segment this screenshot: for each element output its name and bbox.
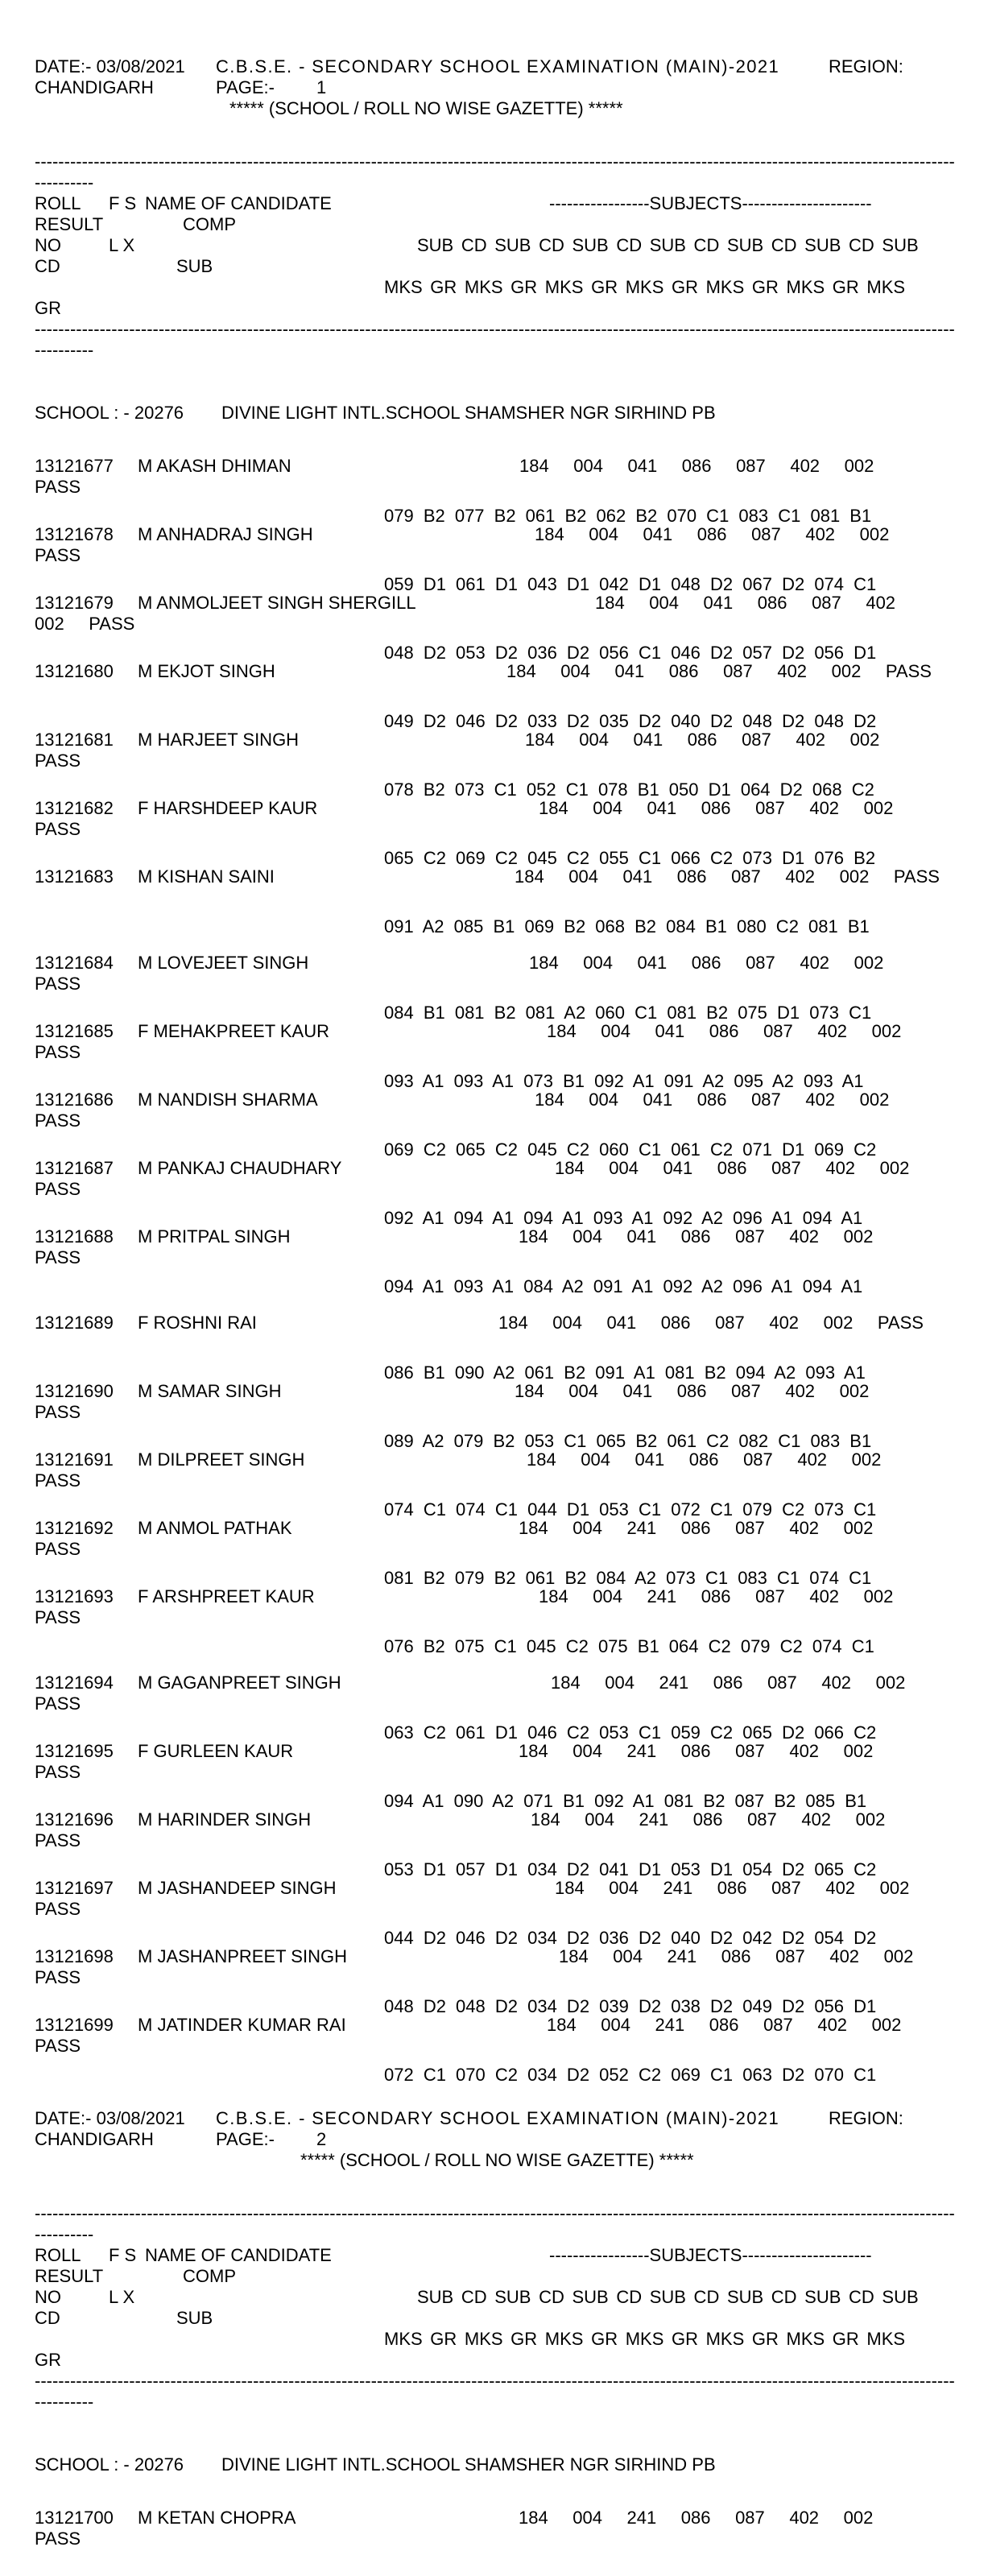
student-result: PASS bbox=[35, 1179, 81, 1199]
separator-tail-line bbox=[35, 172, 992, 193]
student-roll-number: 13121695 bbox=[35, 1741, 114, 1761]
student-roll-number: 13121687 bbox=[35, 1158, 114, 1178]
student-subject-codes: 184 004 041 086 087 402 002 PASS bbox=[506, 661, 932, 681]
school-code: SCHOOL : - 20276 bbox=[35, 2454, 184, 2475]
student-result: PASS bbox=[35, 1830, 81, 1850]
student-row bbox=[35, 1090, 992, 1158]
separator-tail: ---------- bbox=[35, 2224, 94, 2244]
student-row bbox=[35, 661, 992, 730]
student-roll-number: 13121696 bbox=[35, 1809, 114, 1830]
student-subject-codes: 184 004 241 086 087 402 002 bbox=[519, 1741, 874, 1761]
student-marks-grades: 069 C2 065 C2 045 C2 060 C1 061 C2 071 D1 069 C2 bbox=[384, 1139, 877, 1160]
col-cd-label: CD bbox=[35, 2308, 60, 2328]
student-sex-and-name: F ROSHNI RAI bbox=[138, 1313, 257, 1333]
student-roll-number: 13121679 bbox=[35, 593, 114, 613]
student-row bbox=[35, 1741, 992, 1809]
student-roll-number: 13121693 bbox=[35, 1586, 114, 1606]
col-subjects-label: -----------------SUBJECTS---------------------- bbox=[549, 193, 872, 213]
student-marks-grades: 059 D1 061 D1 043 D1 042 D1 048 D2 067 D2 074 C1 bbox=[384, 574, 877, 594]
student-marks-grades: 063 C2 061 D1 046 C2 053 C1 059 C2 065 D2 066 C2 bbox=[384, 1722, 877, 1743]
page-1 bbox=[35, 56, 992, 2083]
student-sex-and-name: M GAGANPREET SINGH bbox=[138, 1673, 341, 1693]
student-row bbox=[35, 1381, 992, 1449]
student-sex-and-name: M JATINDER KUMAR RAI bbox=[138, 2015, 346, 2035]
student-marks-grades: 086 B1 090 A2 061 B2 091 A1 081 B2 094 A2 093 A1 bbox=[384, 1362, 866, 1383]
student-roll-number: 13121681 bbox=[35, 730, 114, 750]
column-header-row-6 bbox=[35, 2350, 992, 2371]
student-row bbox=[35, 798, 992, 866]
student-roll-number: 13121692 bbox=[35, 1518, 114, 1538]
student-marks-grades: 053 D1 057 D1 034 D2 041 D1 053 D1 054 D2 065 C2 bbox=[384, 1859, 877, 1879]
student-sex-and-name: M EKJOT SINGH bbox=[138, 661, 275, 681]
student-result: PASS bbox=[35, 1967, 81, 1987]
student-subject-codes: 184 004 041 086 087 402 002 bbox=[525, 730, 880, 750]
region-page-line bbox=[35, 77, 992, 98]
col-subcd-labels: SUB CD SUB CD SUB CD SUB CD SUB CD SUB CD SUB bbox=[417, 2287, 919, 2307]
col-name-label: NAME OF CANDIDATE bbox=[145, 193, 332, 213]
student-marks-grades: 084 B1 081 B2 081 A2 060 C1 081 B2 075 D1 073 C1 bbox=[384, 1003, 872, 1023]
student-sex-and-name: M ANMOLJEET SINGH SHERGILL bbox=[138, 593, 416, 613]
student-row bbox=[35, 456, 992, 524]
student-sex-and-name: M ANMOL PATHAK bbox=[138, 1518, 292, 1538]
student-roll-number: 13121683 bbox=[35, 866, 114, 887]
student-result: PASS bbox=[35, 1042, 81, 1062]
school-code: SCHOOL : - 20276 bbox=[35, 403, 184, 423]
col-comp-label: COMP bbox=[183, 214, 236, 234]
student-sex-and-name: F ARSHPREET KAUR bbox=[138, 1586, 315, 1606]
column-header-row-5 bbox=[35, 2329, 992, 2350]
col-lx-label: L X bbox=[109, 235, 135, 255]
separator-dashes: ------------------------------------------------------------------------------------------------------------------------------------------------------------ bbox=[35, 2371, 955, 2391]
student-row bbox=[35, 953, 992, 1021]
student-row bbox=[35, 524, 992, 593]
student-result: PASS bbox=[35, 1247, 81, 1267]
col-sub-label: SUB bbox=[176, 2308, 213, 2328]
student-row bbox=[35, 2015, 992, 2083]
students-page-2 bbox=[35, 2508, 992, 2576]
separator-line bbox=[35, 319, 992, 340]
date-label: DATE:- 03/08/2021 bbox=[35, 56, 185, 76]
column-header-row-6 bbox=[35, 298, 992, 319]
page-number: 2 bbox=[316, 2129, 327, 2149]
student-roll-number: 13121700 bbox=[35, 2508, 114, 2528]
col-subcd-labels: SUB CD SUB CD SUB CD SUB CD SUB CD SUB CD SUB bbox=[417, 235, 919, 255]
student-row bbox=[35, 593, 992, 661]
student-result: PASS bbox=[35, 1110, 81, 1131]
col-result-label: RESULT bbox=[35, 2266, 104, 2286]
student-row bbox=[35, 1518, 992, 1586]
student-subject-codes: 184 004 041 086 087 402 002 bbox=[539, 798, 894, 818]
student-marks-grades: 081 B2 079 B2 061 B2 084 A2 073 C1 083 C1 074 C1 bbox=[384, 1568, 872, 1588]
student-roll-number: 13121699 bbox=[35, 2015, 114, 2035]
gazette-subtitle: ***** (SCHOOL / ROLL NO WISE GAZETTE) ***** bbox=[300, 2150, 694, 2170]
student-row bbox=[35, 1586, 992, 1655]
column-header-row-1 bbox=[35, 2245, 992, 2266]
student-roll-number: 13121694 bbox=[35, 1673, 114, 1693]
student-marks-grades: 076 B2 075 C1 045 C2 075 B1 064 C2 079 C2 074 C1 bbox=[384, 1636, 874, 1656]
student-sex-and-name: F HARSHDEEP KAUR bbox=[138, 798, 318, 818]
student-result: PASS bbox=[35, 1402, 81, 1422]
col-lx-label: L X bbox=[109, 2287, 135, 2307]
column-header-row-4 bbox=[35, 2308, 992, 2329]
student-sex-and-name: M PANKAJ CHAUDHARY bbox=[138, 1158, 342, 1178]
student-roll-number: 13121689 bbox=[35, 1313, 114, 1333]
student-sex-and-name: M DILPREET SINGH bbox=[138, 1449, 305, 1470]
student-sex-and-name: M JASHANPREET SINGH bbox=[138, 1946, 347, 1966]
col-mksgr-labels: MKS GR MKS GR MKS GR MKS GR MKS GR MKS GR MKS bbox=[384, 2329, 906, 2349]
region-label: REGION: bbox=[829, 56, 903, 76]
student-subject-codes: 184 004 041 086 087 402 002 bbox=[519, 456, 874, 476]
student-roll-number: 13121684 bbox=[35, 953, 114, 973]
col-sub-label: SUB bbox=[176, 256, 213, 276]
region-value: CHANDIGARH bbox=[35, 77, 154, 97]
student-marks-grades: 093 A1 093 A1 073 B1 092 A1 091 A2 095 A2 093 A1 bbox=[384, 1071, 864, 1091]
student-subject-codes: 184 004 041 086 087 402 002 bbox=[515, 1381, 870, 1401]
student-marks-grades: 049 D2 046 D2 033 D2 035 D2 040 D2 048 D2 048 D2 bbox=[384, 711, 877, 731]
date-line bbox=[35, 2108, 992, 2129]
student-marks-grades: 079 B2 077 B2 061 B2 062 B2 070 C1 083 C1 081 B1 bbox=[384, 506, 872, 526]
school-header bbox=[35, 403, 992, 424]
student-sex-and-name: M HARINDER SINGH bbox=[138, 1809, 312, 1830]
student-result: PASS bbox=[35, 1762, 81, 1782]
student-sex-and-name: M ANHADRAJ SINGH bbox=[138, 524, 313, 544]
student-marks-grades: 074 C1 074 C1 044 D1 053 C1 072 C1 079 C2 073 C1 bbox=[384, 1499, 877, 1520]
student-result: PASS bbox=[35, 2528, 81, 2549]
student-sex-and-name: M PRITPAL SINGH bbox=[138, 1226, 291, 1247]
student-subject-codes: 184 004 041 086 087 402 002 bbox=[527, 1449, 882, 1470]
student-sex-and-name: M JASHANDEEP SINGH bbox=[138, 1878, 337, 1898]
student-marks-grades: 044 D2 046 D2 034 D2 036 D2 040 D2 042 D2 054 D2 bbox=[384, 1928, 877, 1948]
separator-dashes: ------------------------------------------------------------------------------------------------------------------------------------------------------------ bbox=[35, 2203, 955, 2223]
column-header-row-2 bbox=[35, 2266, 992, 2287]
separator-line bbox=[35, 2371, 992, 2392]
separator-dashes: ------------------------------------------------------------------------------------------------------------------------------------------------------------ bbox=[35, 151, 955, 172]
column-header-row-2 bbox=[35, 214, 992, 235]
student-sex-and-name: M SAMAR SINGH bbox=[138, 1381, 282, 1401]
student-row bbox=[35, 730, 992, 798]
student-result: PASS bbox=[35, 974, 81, 994]
student-subject-codes: 184 004 041 086 087 402 002 bbox=[547, 1021, 902, 1041]
region-value: CHANDIGARH bbox=[35, 2129, 154, 2149]
col-no-label: NO bbox=[35, 2287, 61, 2307]
student-subject-codes: 184 004 041 086 087 402 002 PASS bbox=[498, 1313, 924, 1333]
student-marks-grades: 091 A2 085 B1 069 B2 068 B2 084 B1 080 C2 081 B1 bbox=[384, 916, 870, 937]
page-2 bbox=[35, 2108, 992, 2576]
col-roll-label: ROLL bbox=[35, 193, 81, 213]
date-label: DATE:- 03/08/2021 bbox=[35, 2108, 185, 2128]
student-result: PASS bbox=[35, 2036, 81, 2056]
student-subject-codes: 184 004 041 086 087 402 002 bbox=[519, 1226, 874, 1247]
gazette-subtitle-line bbox=[35, 2150, 992, 2171]
region-label: REGION: bbox=[829, 2108, 903, 2128]
school-name: DIVINE LIGHT INTL.SCHOOL SHAMSHER NGR SIRHIND PB bbox=[221, 2454, 716, 2475]
gazette-subtitle: ***** (SCHOOL / ROLL NO WISE GAZETTE) ***** bbox=[229, 98, 623, 118]
column-header-row-3 bbox=[35, 2287, 992, 2308]
student-marks-grades: 048 D2 053 D2 036 D2 056 C1 046 D2 057 D2 056 D1 bbox=[384, 643, 877, 663]
student-roll-number: 13121690 bbox=[35, 1381, 114, 1401]
col-cd-label: CD bbox=[35, 256, 60, 276]
student-roll-number: 13121682 bbox=[35, 798, 114, 818]
separator-tail-line bbox=[35, 340, 992, 361]
student-roll-number: 13121698 bbox=[35, 1946, 114, 1966]
student-sex-and-name: M AKASH DHIMAN bbox=[138, 456, 291, 476]
student-sex-and-name: M KETAN CHOPRA bbox=[138, 2508, 296, 2528]
student-result: PASS bbox=[35, 750, 81, 771]
student-marks-grades: 094 A1 093 A1 084 A2 091 A1 092 A2 096 A1 094 A1 bbox=[384, 1276, 863, 1296]
separator-dashes: ------------------------------------------------------------------------------------------------------------------------------------------------------------ bbox=[35, 319, 955, 339]
student-subject-codes: 184 004 041 086 087 402 bbox=[595, 593, 896, 613]
students-page-1 bbox=[35, 456, 992, 2083]
region-page-line bbox=[35, 2129, 992, 2150]
student-subject-codes: 184 004 241 086 087 402 002 bbox=[519, 1518, 874, 1538]
column-header-row-5 bbox=[35, 277, 992, 298]
student-roll-number: 13121697 bbox=[35, 1878, 114, 1898]
page-title: C.B.S.E. - SECONDARY SCHOOL EXAMINATION (MAIN)-2021 bbox=[216, 2108, 780, 2128]
student-marks-grades: 048 D2 048 D2 034 D2 039 D2 038 D2 049 D2 056 D1 bbox=[384, 1996, 877, 2016]
page-number: 1 bbox=[316, 77, 327, 97]
student-subject-codes: 184 004 241 086 087 402 002 bbox=[547, 2015, 902, 2035]
separator-line bbox=[35, 151, 992, 172]
date-line bbox=[35, 56, 992, 77]
student-row bbox=[35, 1809, 992, 1878]
page-label: PAGE:- bbox=[216, 2129, 275, 2149]
col-fs-label: F S bbox=[109, 193, 137, 213]
student-result: PASS bbox=[35, 1539, 81, 1559]
student-row bbox=[35, 1449, 992, 1518]
col-comp-label: COMP bbox=[183, 2266, 236, 2286]
student-result: PASS bbox=[35, 1470, 81, 1491]
student-row bbox=[35, 1673, 992, 1741]
student-roll-number: 13121685 bbox=[35, 1021, 114, 1041]
student-row bbox=[35, 1313, 992, 1381]
student-sex-and-name: F GURLEEN KAUR bbox=[138, 1741, 294, 1761]
student-subject-codes: 184 004 041 086 087 402 002 bbox=[535, 524, 890, 544]
student-roll-number: 13121688 bbox=[35, 1226, 114, 1247]
separator-tail: ---------- bbox=[35, 172, 94, 192]
student-subject-codes: 184 004 241 086 087 402 002 bbox=[559, 1946, 914, 1966]
student-marks-grades: 089 A2 079 B2 053 C1 065 B2 061 C2 082 C1 083 B1 bbox=[384, 1431, 872, 1451]
student-roll-number: 13121691 bbox=[35, 1449, 114, 1470]
separator-tail-line bbox=[35, 2224, 992, 2245]
student-sex-and-name: F MEHAKPREET KAUR bbox=[138, 1021, 329, 1041]
gazette-subtitle-line bbox=[35, 98, 992, 119]
student-subject-codes: 184 004 041 086 087 402 002 bbox=[555, 1158, 910, 1178]
column-header-row-4 bbox=[35, 256, 992, 277]
student-subject-codes: 184 004 041 086 087 402 002 bbox=[535, 1090, 890, 1110]
col-result-label: RESULT bbox=[35, 214, 104, 234]
school-header bbox=[35, 2454, 992, 2475]
col-gr-label: GR bbox=[35, 298, 61, 318]
student-result: 002 PASS bbox=[35, 614, 135, 634]
student-row bbox=[35, 1878, 992, 1946]
student-sex-and-name: M HARJEET SINGH bbox=[138, 730, 300, 750]
col-subjects-label: -----------------SUBJECTS---------------------- bbox=[549, 2245, 872, 2265]
student-marks-grades: 072 C1 070 C2 034 D2 052 C2 069 C1 063 D2 070 C1 bbox=[384, 2065, 877, 2085]
student-roll-number: 13121680 bbox=[35, 661, 114, 681]
col-mksgr-labels: MKS GR MKS GR MKS GR MKS GR MKS GR MKS GR MKS bbox=[384, 277, 906, 297]
student-row bbox=[35, 1158, 992, 1226]
student-sex-and-name: M KISHAN SAINI bbox=[138, 866, 275, 887]
student-result: PASS bbox=[35, 1693, 81, 1714]
col-gr-label: GR bbox=[35, 2350, 61, 2370]
student-row bbox=[35, 2508, 992, 2576]
student-subject-codes: 184 004 041 086 087 402 002 PASS bbox=[515, 866, 940, 887]
separator-tail-line bbox=[35, 2392, 992, 2413]
column-header-row-1 bbox=[35, 193, 992, 214]
student-subject-codes: 184 004 241 086 087 402 002 bbox=[519, 2508, 874, 2528]
student-roll-number: 13121677 bbox=[35, 456, 114, 476]
student-roll-number: 13121686 bbox=[35, 1090, 114, 1110]
separator-line bbox=[35, 2203, 992, 2224]
student-result: PASS bbox=[35, 1899, 81, 1919]
column-header-row-3 bbox=[35, 235, 992, 256]
col-name-label: NAME OF CANDIDATE bbox=[145, 2245, 332, 2265]
student-subject-codes: 184 004 241 086 087 402 002 bbox=[539, 1586, 894, 1606]
page-title: C.B.S.E. - SECONDARY SCHOOL EXAMINATION (MAIN)-2021 bbox=[216, 56, 780, 76]
student-row bbox=[35, 1226, 992, 1295]
student-subject-codes: 184 004 241 086 087 402 002 bbox=[551, 1673, 906, 1693]
col-roll-label: ROLL bbox=[35, 2245, 81, 2265]
student-result: PASS bbox=[35, 477, 81, 497]
separator-tail: ---------- bbox=[35, 2392, 94, 2412]
student-result: PASS bbox=[35, 819, 81, 839]
student-subject-codes: 184 004 241 086 087 402 002 bbox=[555, 1878, 910, 1898]
school-name: DIVINE LIGHT INTL.SCHOOL SHAMSHER NGR SIRHIND PB bbox=[221, 403, 716, 423]
page-label: PAGE:- bbox=[216, 77, 275, 97]
student-subject-codes: 184 004 241 086 087 402 002 bbox=[531, 1809, 886, 1830]
student-result: PASS bbox=[35, 1607, 81, 1627]
student-subject-codes: 184 004 041 086 087 402 002 bbox=[529, 953, 884, 973]
student-row bbox=[35, 866, 992, 935]
student-result: PASS bbox=[35, 545, 81, 565]
student-marks-grades: 065 C2 069 C2 045 C2 055 C1 066 C2 073 D1 076 B2 bbox=[384, 848, 876, 868]
student-roll-number: 13121678 bbox=[35, 524, 114, 544]
student-sex-and-name: M LOVEJEET SINGH bbox=[138, 953, 309, 973]
student-row bbox=[35, 1021, 992, 1090]
student-marks-grades: 092 A1 094 A1 094 A1 093 A1 092 A2 096 A1 094 A1 bbox=[384, 1208, 863, 1228]
col-fs-label: F S bbox=[109, 2245, 137, 2265]
student-marks-grades: 094 A1 090 A2 071 B1 092 A1 081 B2 087 B2 085 B1 bbox=[384, 1791, 867, 1811]
student-marks-grades: 078 B2 073 C1 052 C1 078 B1 050 D1 064 D2 068 C2 bbox=[384, 779, 874, 800]
separator-tail: ---------- bbox=[35, 340, 94, 360]
col-no-label: NO bbox=[35, 235, 61, 255]
student-sex-and-name: M NANDISH SHARMA bbox=[138, 1090, 318, 1110]
student-row bbox=[35, 1946, 992, 2015]
